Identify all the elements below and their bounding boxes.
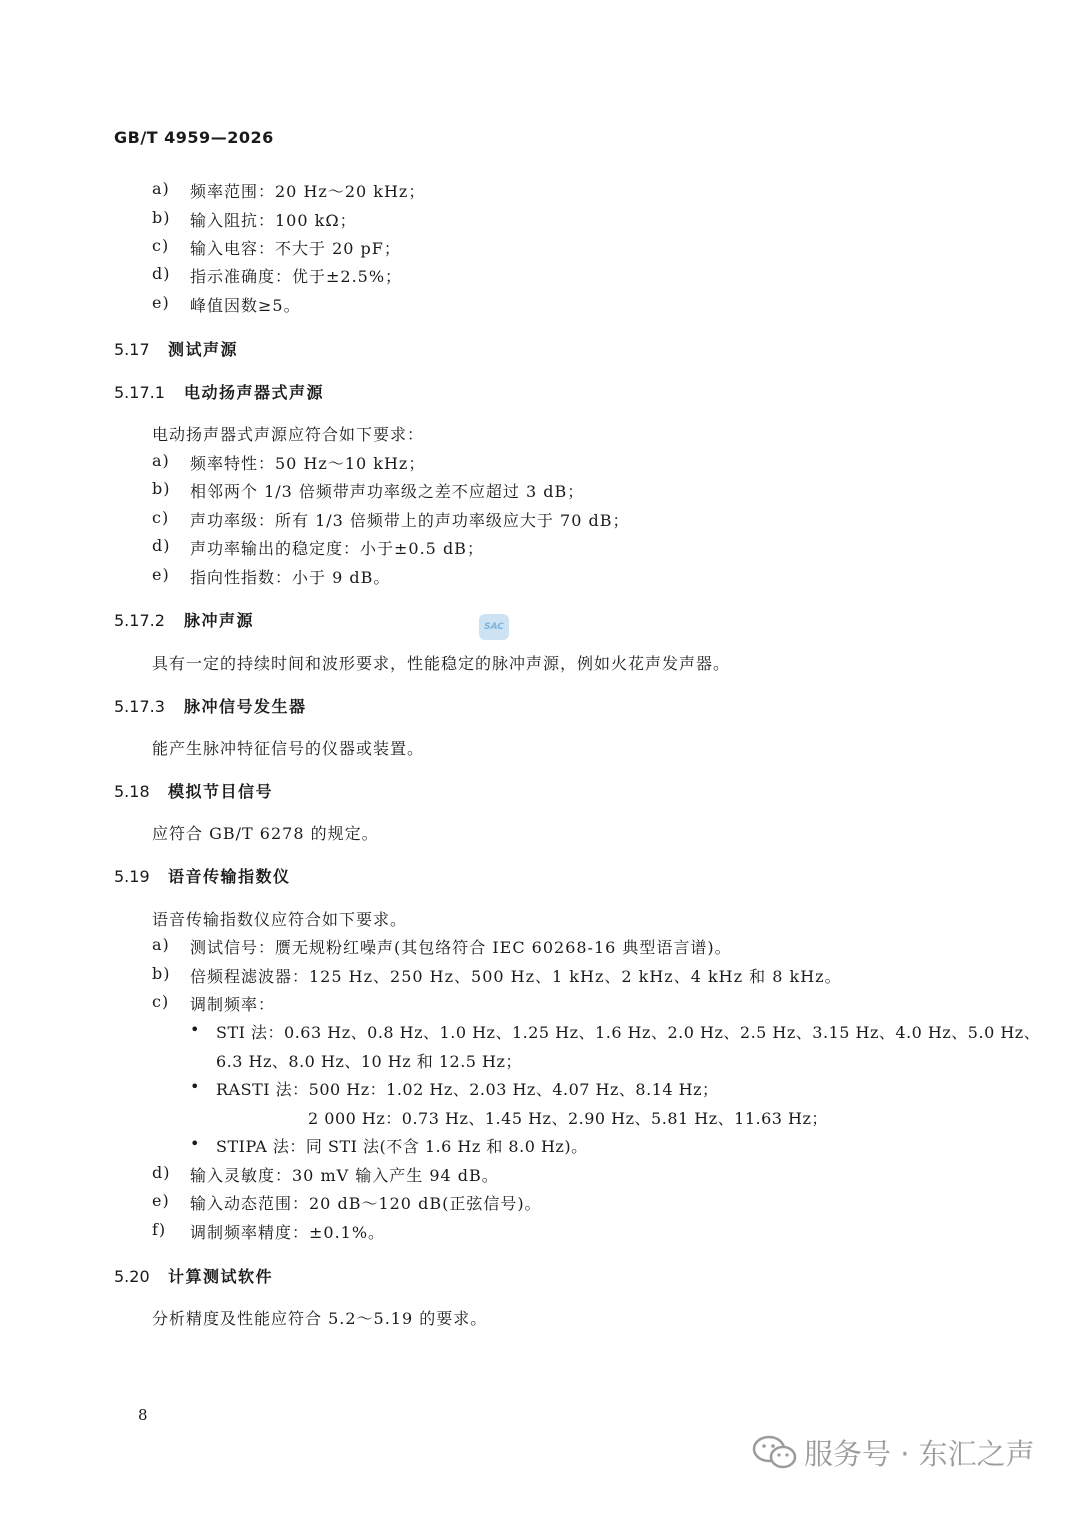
paragraph: 分析精度及性能应符合 5.2～5.19 的要求。 <box>152 1309 488 1328</box>
footer-brand-label: 服务号 · 东汇之声 <box>804 1436 1035 1471</box>
document-page: GB/T 4959—2026 a) 频率范围：20 Hz～20 kHz； b) 输入阻抗：100 kΩ； c) 输入电容：不大于 20 pF； d) 指示准确度：优于±2.5%； e) 峰值因数≥5。 5.17 测试声源 5.17.1 电动扬声器式声源 电动扬声器式声源应符合如下要求： a) 频率特性：50 Hz～10 kHz； b) 相邻两个 1/3 倍频带声功率级之差不应超过 3 dB； c) 声功率级：所有 1/3 倍频带上的声功率级应大于 70 dB； d) 声功率输出的稳定度：小于±0.5 dB； e) 指向性指数：小于 9 dB。 5.17.2 脉冲声源 SAC 具有一定的持续时间和波形要求，性能稳定的脉冲声源，例如火花声发声器。 5.17.3 脉冲信号发生器 能产生脉冲特征信号的仪器或装置。 5.18 模拟节目信号 应符合 GB/T 6278 的规定。 5.19 语音传输指数仪 语音传输指数仪应符合如下要求。 a) 测试信号：赝无规粉红噪声(其包络符合 IEC 60268-16 典型语言谱)。 b) 倍频程滤波器：125 Hz、250 Hz、500 Hz、1 kHz、2 kHz、4 kHz 和 8 kHz。 c) 调制频率： • STI 法：0.63 Hz、0.8 Hz、1.0 Hz、1.25 Hz、1.6 Hz、2.0 Hz、2.5 Hz、3.15 Hz、4.0 Hz、5.0 Hz、 6.3 Hz、8.0 Hz、10 Hz 和 12.5 Hz； • RASTI 法：500 Hz：1.02 Hz、2.03 Hz、4.07 Hz、8.14 Hz； 2 000 Hz：0.73 Hz、1.45 Hz、2.90 Hz、5.81 Hz、11.63 Hz； • STIPA 法：同 STI 法(不含 1.6 Hz 和 8.0 Hz)。 d) 输入灵敏度：30 mV 输入产生 94 dB。 e) 输入动态范围：20 dB～120 dB(正弦信号)。 f) 调制频率精度：±0.1%。 5.20 计算测试软件 分析精度及性能应符合 5.2～5.19 的要求。 8 服务号 · 东汇之声 <box>114 128 1041 1471</box>
standard-number: GB/T 4959—2026 <box>114 128 274 147</box>
section-heading: 5.17.1 电动扬声器式声源 <box>114 383 325 402</box>
paragraph: 应符合 GB/T 6278 的规定。 <box>152 824 379 843</box>
section-heading: 5.17.2 脉冲声源 <box>114 611 255 630</box>
sac-watermark-logo: SAC <box>479 614 509 640</box>
paragraph: 能产生脉冲特征信号的仪器或装置。 <box>152 739 425 758</box>
section-heading: 5.19 语音传输指数仪 <box>114 867 291 886</box>
section-heading: 5.17 测试声源 <box>114 340 239 359</box>
section-heading: 5.20 计算测试软件 <box>114 1267 274 1286</box>
bullet-continuation: 2 000 Hz：0.73 Hz、1.45 Hz、2.90 Hz、5.81 Hz、11.63 Hz； <box>308 1109 828 1128</box>
section-heading: 5.17.3 脉冲信号发生器 <box>114 697 307 716</box>
bullet-continuation: 6.3 Hz、8.0 Hz、10 Hz 和 12.5 Hz； <box>216 1052 522 1071</box>
footer-brand[interactable] <box>752 1432 1035 1472</box>
paragraph: 具有一定的持续时间和波形要求，性能稳定的脉冲声源，例如火花声发声器。 <box>152 654 731 673</box>
paragraph: 语音传输指数仪应符合如下要求。 <box>152 910 408 929</box>
page-number: 8 <box>138 1406 148 1424</box>
wechat-icon <box>752 1434 798 1470</box>
paragraph: 电动扬声器式声源应符合如下要求： <box>152 425 425 444</box>
section-heading: 5.18 模拟节目信号 <box>114 782 274 801</box>
